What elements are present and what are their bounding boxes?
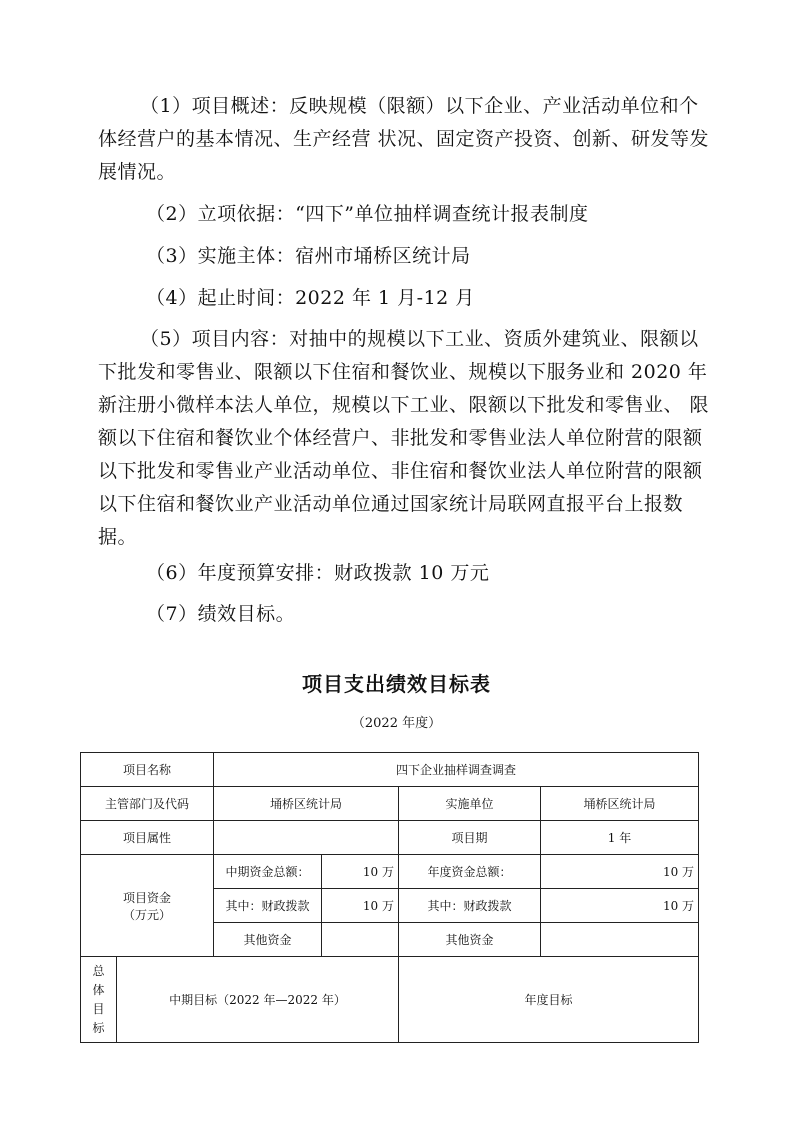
year-total-value: 10 万 (541, 855, 699, 889)
paragraph-basis-text: （2）立项依据：“四下”单位抽样调查统计报表制度 (146, 203, 589, 225)
impl-label: 实施单位 (399, 787, 541, 821)
paragraph-period (104, 282, 704, 315)
table-title: 项目支出绩效目标表 (302, 672, 491, 696)
period-label: 项目期 (399, 821, 541, 855)
funds-label (81, 855, 214, 957)
paragraph-period-text: （4）起止时间：2022 年 1 月-12 月 (146, 287, 475, 309)
table-row (81, 787, 699, 821)
table-row (81, 753, 699, 787)
project-name-label: 项目名称 (81, 753, 214, 787)
paragraph-implementer (104, 240, 704, 273)
funds-label-line1: 项目资金 (123, 890, 172, 905)
paragraph-content (98, 323, 718, 554)
attr-value (214, 821, 399, 855)
project-name-value: 四下企业抽样调查调查 (214, 753, 699, 787)
year-fiscal-value: 10 万 (541, 889, 699, 923)
dept-value: 埇桥区统计局 (214, 787, 399, 821)
paragraph-overview (98, 90, 718, 189)
table-row (81, 855, 699, 889)
attr-label: 项目属性 (81, 821, 214, 855)
year-goal-header: 年度目标 (399, 957, 699, 1043)
overall-goal-label-cell (81, 957, 117, 1043)
year-total-label: 年度资金总额： (399, 855, 541, 889)
mid-other-label: 其他资金 (214, 923, 322, 957)
paragraph-budget (104, 557, 704, 590)
year-fiscal-label: 其中：财政拨款 (399, 889, 541, 923)
year-other-label: 其他资金 (399, 923, 541, 957)
mid-fiscal-value: 10 万 (322, 889, 399, 923)
period-value: 1 年 (541, 821, 699, 855)
paragraph-implementer-text: （3）实施主体：宿州市埇桥区统计局 (146, 245, 471, 267)
paragraph-overview-text: （1）项目概述：反映规模（限额）以下企业、产业活动单位和个体经营户的基本情况、生产经营 状况、固定资产投资、创新、研发等发展情况。 (98, 95, 710, 183)
table-subtitle: （2022 年度） (351, 716, 442, 731)
funds-label-line2: （万元） (123, 907, 172, 922)
table-row (81, 957, 699, 1043)
paragraph-budget-text: （6）年度预算安排：财政拨款 10 万元 (146, 562, 490, 584)
year-other-value (541, 923, 699, 957)
mid-total-value: 10 万 (322, 855, 399, 889)
paragraph-content-text: （5）项目内容：对抽中的规模以下工业、资质外建筑业、限额以下批发和零售业、限额以下住宿和餐饮业、规模以下服务业和 2020 年新注册小微样本法人单位，规模以下工业、限额以下批发和零售业、 限额以下住宿和餐饮业个体经营户、非批发和零售业法人单位附营的限额以下批发和零售业产业活动单位、非住宿和餐饮业法人单位附营的限额以下住宿和餐饮业产业活动单位通过国家统计局联网直报平台上报数据。 (98, 328, 710, 548)
mid-fiscal-label: 其中：财政拨款 (214, 889, 322, 923)
mid-goal-header: 中期目标（2022 年—2022 年） (117, 957, 399, 1043)
overall-goal-label: 总体目标 (92, 963, 105, 1035)
table-row (81, 821, 699, 855)
paragraph-basis (104, 198, 704, 231)
mid-total-label: 中期资金总额： (214, 855, 322, 889)
dept-label: 主管部门及代码 (81, 787, 214, 821)
performance-target-table (80, 752, 699, 1043)
mid-other-value (322, 923, 399, 957)
paragraph-goals-text: （7）绩效目标。 (146, 603, 296, 625)
paragraph-goals (104, 598, 704, 631)
impl-value: 埇桥区统计局 (541, 787, 699, 821)
